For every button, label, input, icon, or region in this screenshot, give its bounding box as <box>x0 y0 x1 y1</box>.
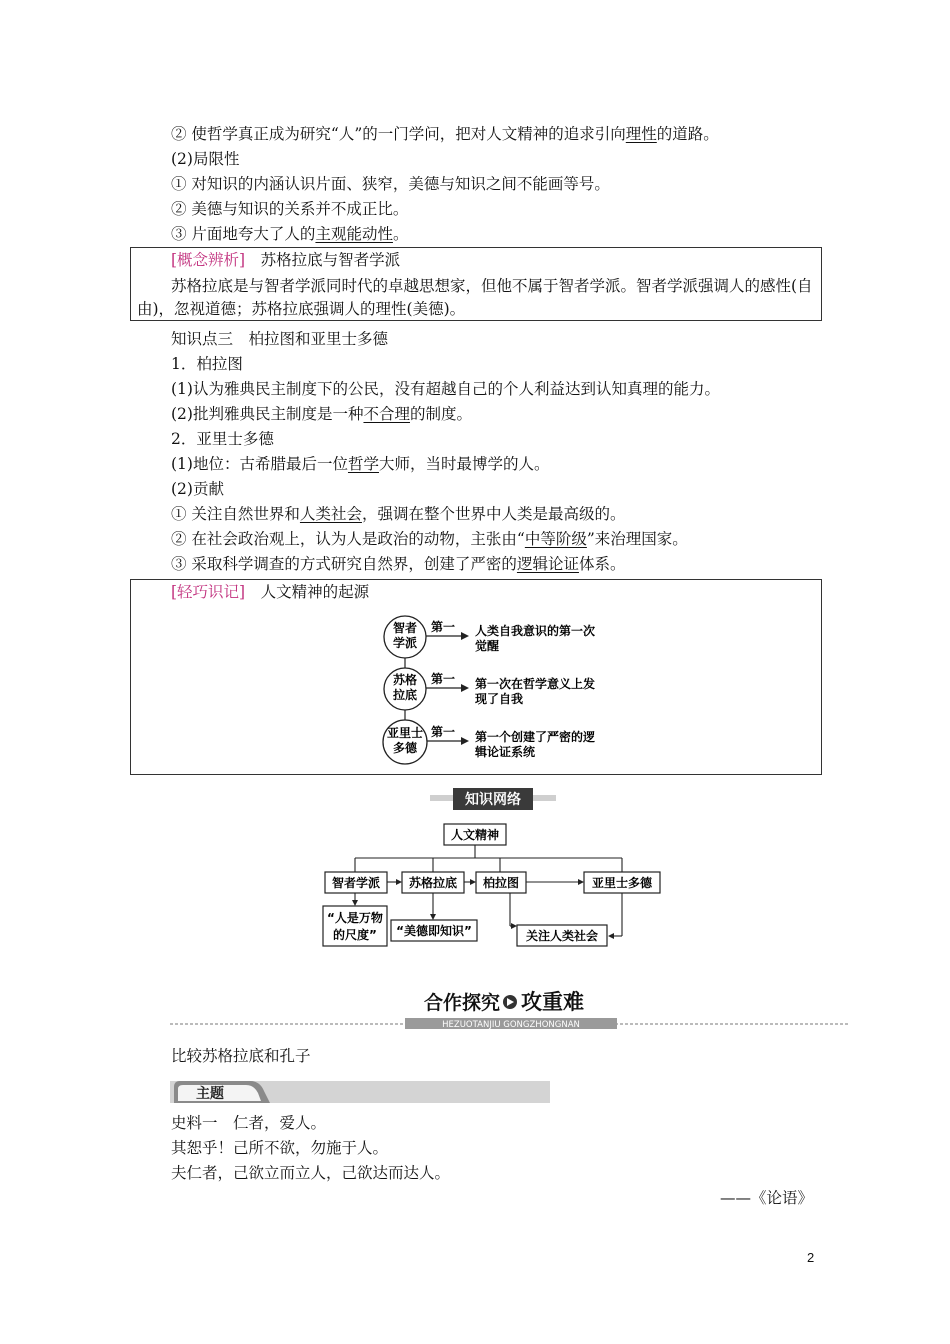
concept-heading <box>171 250 400 270</box>
text-segment: 的道路。 <box>656 125 719 143</box>
memo-row-1 <box>384 616 595 658</box>
circle-text-1: 智者 <box>392 621 418 635</box>
concept-body: 苏格拉底是与智者学派同时代的卓越思想家，但他不属于智者学派。智者学派强调人的感性(自由)，忽视道德；苏格拉底强调人的理性(美德)。 <box>137 277 813 318</box>
topic-tab <box>170 1077 552 1105</box>
circle-text-1: 亚里士 <box>386 726 424 740</box>
text-segment: (1)地位：古希腊最后一位 <box>171 455 348 473</box>
pinyin-text: HEZUOTANJIU GONGZHONGNAN <box>442 1020 580 1030</box>
plato-point-1: (1)认为雅典民主制度下的公民，没有超越自己的个人利益达到认知真理的能力。 <box>171 380 720 398</box>
limitations-heading: (2)局限性 <box>171 150 240 168</box>
underlined-blank: 哲学 <box>347 455 379 473</box>
contribution-1 <box>171 504 625 524</box>
aristotle-status <box>171 454 550 474</box>
desc-line-2: 现了自我 <box>475 692 524 706</box>
text-segment: ② 在社会政治观上，认为人是政治的动物，主张由“ <box>171 530 525 548</box>
point-2-line <box>171 124 719 144</box>
contribution-3 <box>171 554 625 574</box>
underlined-blank: 人类社会 <box>299 505 362 523</box>
leaf-text: “美德即知识” <box>396 924 472 938</box>
underlined-blank: 中等阶级 <box>524 530 587 548</box>
source-1: 史料一 仁者，爱人。 <box>171 1114 327 1132</box>
explore-title-2: 攻重难 <box>521 990 584 1014</box>
node-text: 亚里士多德 <box>591 876 653 890</box>
node-text: 智者学派 <box>331 876 381 890</box>
circle-text-2: 学派 <box>392 636 418 650</box>
text-segment: 大师，当时最博学的人。 <box>378 455 550 473</box>
underlined-blank: 理性 <box>625 125 657 143</box>
text-segment: ③ 片面地夸大了人的 <box>171 225 316 243</box>
text-segment: ③ 采取科学调查的方式研究自然界，创建了严密的 <box>171 555 517 573</box>
circle-text-1: 苏格 <box>392 673 418 687</box>
leaf-text: 关注人类社会 <box>525 929 599 943</box>
circle-text-2: 多德 <box>392 741 418 755</box>
desc-line-1: 第一个创建了严密的逻 <box>475 730 596 744</box>
text-segment: 。 <box>392 225 409 243</box>
page-number: 2 <box>807 1250 815 1265</box>
explore-header <box>160 985 860 1035</box>
text-segment: (2)批判雅典民主制度是一种 <box>171 405 364 423</box>
text-segment: ② 使哲学真正成为研究“人”的一门学问，把对人文精神的追求引向 <box>171 125 626 143</box>
text-segment: 的制度。 <box>409 405 472 423</box>
root-text: 人文精神 <box>450 828 500 842</box>
banner-text: 知识网络 <box>465 792 521 808</box>
node-text: 柏拉图 <box>482 876 520 890</box>
contribution-2 <box>171 529 688 549</box>
concept-tag: [概念辨析] <box>171 251 246 269</box>
desc-line-2: 觉醒 <box>475 639 500 653</box>
memo-row-3 <box>383 720 595 764</box>
concept-box <box>130 247 822 321</box>
leaf-text-2: 的尺度” <box>333 928 377 942</box>
first-label: 第一 <box>431 620 456 634</box>
memo-row-2 <box>384 668 595 710</box>
limitation-3 <box>171 224 408 244</box>
memo-title: 人文精神的起源 <box>260 583 370 601</box>
text-segment: ”来治理国家。 <box>586 530 688 548</box>
plato-point-2 <box>171 404 472 424</box>
concept-title: 苏格拉底与智者学派 <box>260 251 401 269</box>
first-label: 第一 <box>431 672 456 686</box>
limitation-1: ① 对知识的内涵认识片面、狭窄，美德与知识之间不能画等号。 <box>171 175 610 193</box>
network-banner <box>430 788 556 810</box>
section-heading: 知识点三 柏拉图和亚里士多德 <box>171 330 389 348</box>
memo-tag: [轻巧识记] <box>171 583 246 601</box>
contributions-heading: (2)贡献 <box>171 480 224 498</box>
text-segment: ，强调在整个世界中人类是最高级的。 <box>361 505 626 523</box>
underlined-blank: 逻辑论证 <box>516 555 579 573</box>
underlined-blank: 主观能动性 <box>315 225 393 243</box>
aristotle-heading: 2．亚里士多德 <box>171 430 274 448</box>
desc-line-1: 第一次在哲学意义上发 <box>475 677 596 691</box>
circle-text-2: 拉底 <box>392 688 418 702</box>
compare-heading: 比较苏格拉底和孔子 <box>171 1047 311 1065</box>
node-text: 苏格拉底 <box>408 876 458 890</box>
desc-line-2: 辑论证系统 <box>475 745 536 759</box>
memo-box <box>130 579 822 775</box>
text-segment: ① 关注自然世界和 <box>171 505 300 523</box>
origin-diagram <box>131 580 821 774</box>
leaf-text-1: “人是万物 <box>327 911 383 925</box>
topic-tab-label: 主题 <box>196 1086 224 1102</box>
text-segment: 体系。 <box>578 555 626 573</box>
source-3: 夫仁者，己欲立而立人，己欲达而达人。 <box>171 1164 451 1182</box>
plato-heading: 1．柏拉图 <box>171 355 243 373</box>
underlined-blank: 不合理 <box>363 405 410 423</box>
first-label: 第一 <box>431 725 456 739</box>
source-citation: ——《论语》 <box>720 1189 814 1207</box>
desc-line-1: 人类自我意识的第一次 <box>475 624 596 638</box>
source-2: 其恕乎！己所不欲，勿施于人。 <box>171 1139 389 1157</box>
knowledge-network <box>300 785 670 950</box>
explore-title: 合作探究 <box>423 992 500 1014</box>
limitation-2: ② 美德与知识的关系并不成正比。 <box>171 200 409 218</box>
